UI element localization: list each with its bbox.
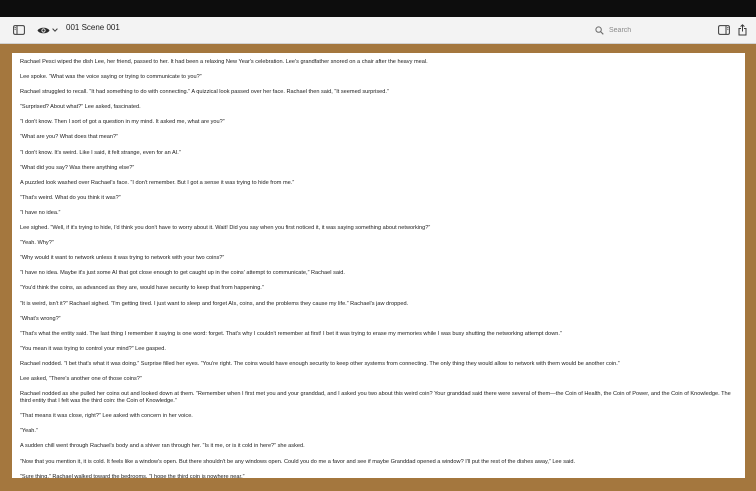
paragraph: “That's what the entity said. The last thing I remember it saying is one word: forget. That's why I couldn't remember at first! I bet it was trying to erase my memories while I was busy shutting the networking attempt down.” xyxy=(20,330,562,337)
paragraph: “That's weird. What do you think it was?” xyxy=(20,194,121,201)
paragraph: “What's wrong?” xyxy=(20,315,61,322)
paragraph: “I don't know. Then I sort of got a question in my mind. It asked me, what are you?” xyxy=(20,119,225,126)
document-page[interactable] xyxy=(12,53,745,478)
paragraph: “That means it was close, right?” Lee asked with concern in her voice. xyxy=(20,413,193,420)
paragraph: “Yeah.” xyxy=(20,428,38,435)
paragraph: “Surprised? About what?” Lee asked, fascinated. xyxy=(20,104,141,111)
paragraph: “Why would it want to network unless it was trying to network with your two coins?” xyxy=(20,255,225,262)
paragraph: Rachael Pesci wiped the dish Lee, her friend, passed to her. It had been a relaxing New Year's celebration. Lee's grandfather snored on a chair after the heavy meal. xyxy=(20,59,428,65)
paragraph: Rachael nodded. “I bet that's what it was doing.” Surprise filled her eyes. “You're right. The coins would have enough security to keep other systems from connecting. The only thing they would allow to network with them would be another coin.” xyxy=(20,360,620,367)
paragraph: “You mean it was trying to control your mind?” Lee gasped. xyxy=(20,345,166,352)
sidebar-icon xyxy=(13,25,25,35)
share-button[interactable] xyxy=(737,22,747,38)
paragraph: A puzzled look washed over Rachael's face. “I don't remember. But I got a sense it was trying to hide from me.” xyxy=(20,179,295,186)
view-options-button[interactable] xyxy=(36,22,58,38)
paragraph: Lee asked, “There's another one of those coins?” xyxy=(20,375,142,382)
paragraph: “Now that you mention it, it is cold. It feels like a window's open. But there shouldn't be any windows open. Could you do me a favor and see if maybe Granddad opened a window? I'll put the rest of the dishes away,” Lee said. xyxy=(20,458,576,465)
document-body[interactable] xyxy=(12,53,745,478)
paragraph: “You'd think the coins, as advanced as they are, would have security to keep that from happening.” xyxy=(20,285,264,292)
share-icon xyxy=(738,24,747,36)
paragraph: “I don't know. It's weird. Like I said, it felt strange, even for an AI.” xyxy=(20,149,181,156)
eye-icon xyxy=(37,26,50,35)
search-input[interactable] xyxy=(609,27,689,34)
paragraph: Rachael struggled to recall. “It had something to do with connecting.” A quizzical look passed over her face. Rachael then said, “It seemed surprised.” xyxy=(20,89,389,96)
paragraph: “What are you? What does that mean?” xyxy=(20,134,118,141)
paragraph: “I have no idea. Maybe it's just some AI that got close enough to get caught up in the coins' attempt to communicate,” Rachael said. xyxy=(20,270,345,277)
inspector-icon xyxy=(718,25,730,35)
paragraph: Lee sighed. “Well, if it's trying to hide, I'd think you don't have to worry about it. Wait! Did you say when you first noticed it, it was saying something about networking?” xyxy=(20,225,431,232)
paragraph: “Yeah. Why?” xyxy=(20,240,54,247)
paragraph: “What did you say? Was there anything else?” xyxy=(20,164,135,171)
search-icon xyxy=(594,25,604,35)
search-field[interactable] xyxy=(594,23,702,37)
paragraph: “I have no idea.” xyxy=(20,209,61,216)
inspector-toggle-button[interactable] xyxy=(717,22,730,38)
paragraph: A sudden chill went through Rachael's body and a shiver ran through her. “Is it me, or is it cold in here?” she asked. xyxy=(20,443,305,450)
sidebar-toggle-button[interactable] xyxy=(11,22,27,38)
paragraph: Rachael nodded as she pulled her coins out and looked down at them. “Remember when I first met you and your granddad, and I asked you two about this weird coin? Your granddad said there were several of them—the Coin of Health, the Coin of Power, and the Coin of Knowledge. The third entity that I felt was the third coin: the Coin of Knowledge.” xyxy=(20,391,731,405)
paragraph: “Sure thing.” Rachael walked toward the bedrooms. “I hope the third coin is nowhere near.” xyxy=(20,473,245,478)
paragraph: Lee spoke. “What was the voice saying or trying to communicate to you?” xyxy=(20,74,202,81)
document-title: 001 Scene 001 xyxy=(66,23,120,32)
paragraph: “It is weird, isn't it?” Rachael sighed. “I'm getting tired. I just want to sleep and forget AIs, coins, and the problems they cause my life.” Rachael's jaw dropped. xyxy=(20,300,409,307)
chevron-down-icon xyxy=(52,28,58,32)
toolbar xyxy=(0,17,756,44)
window-top-bar xyxy=(0,0,756,17)
